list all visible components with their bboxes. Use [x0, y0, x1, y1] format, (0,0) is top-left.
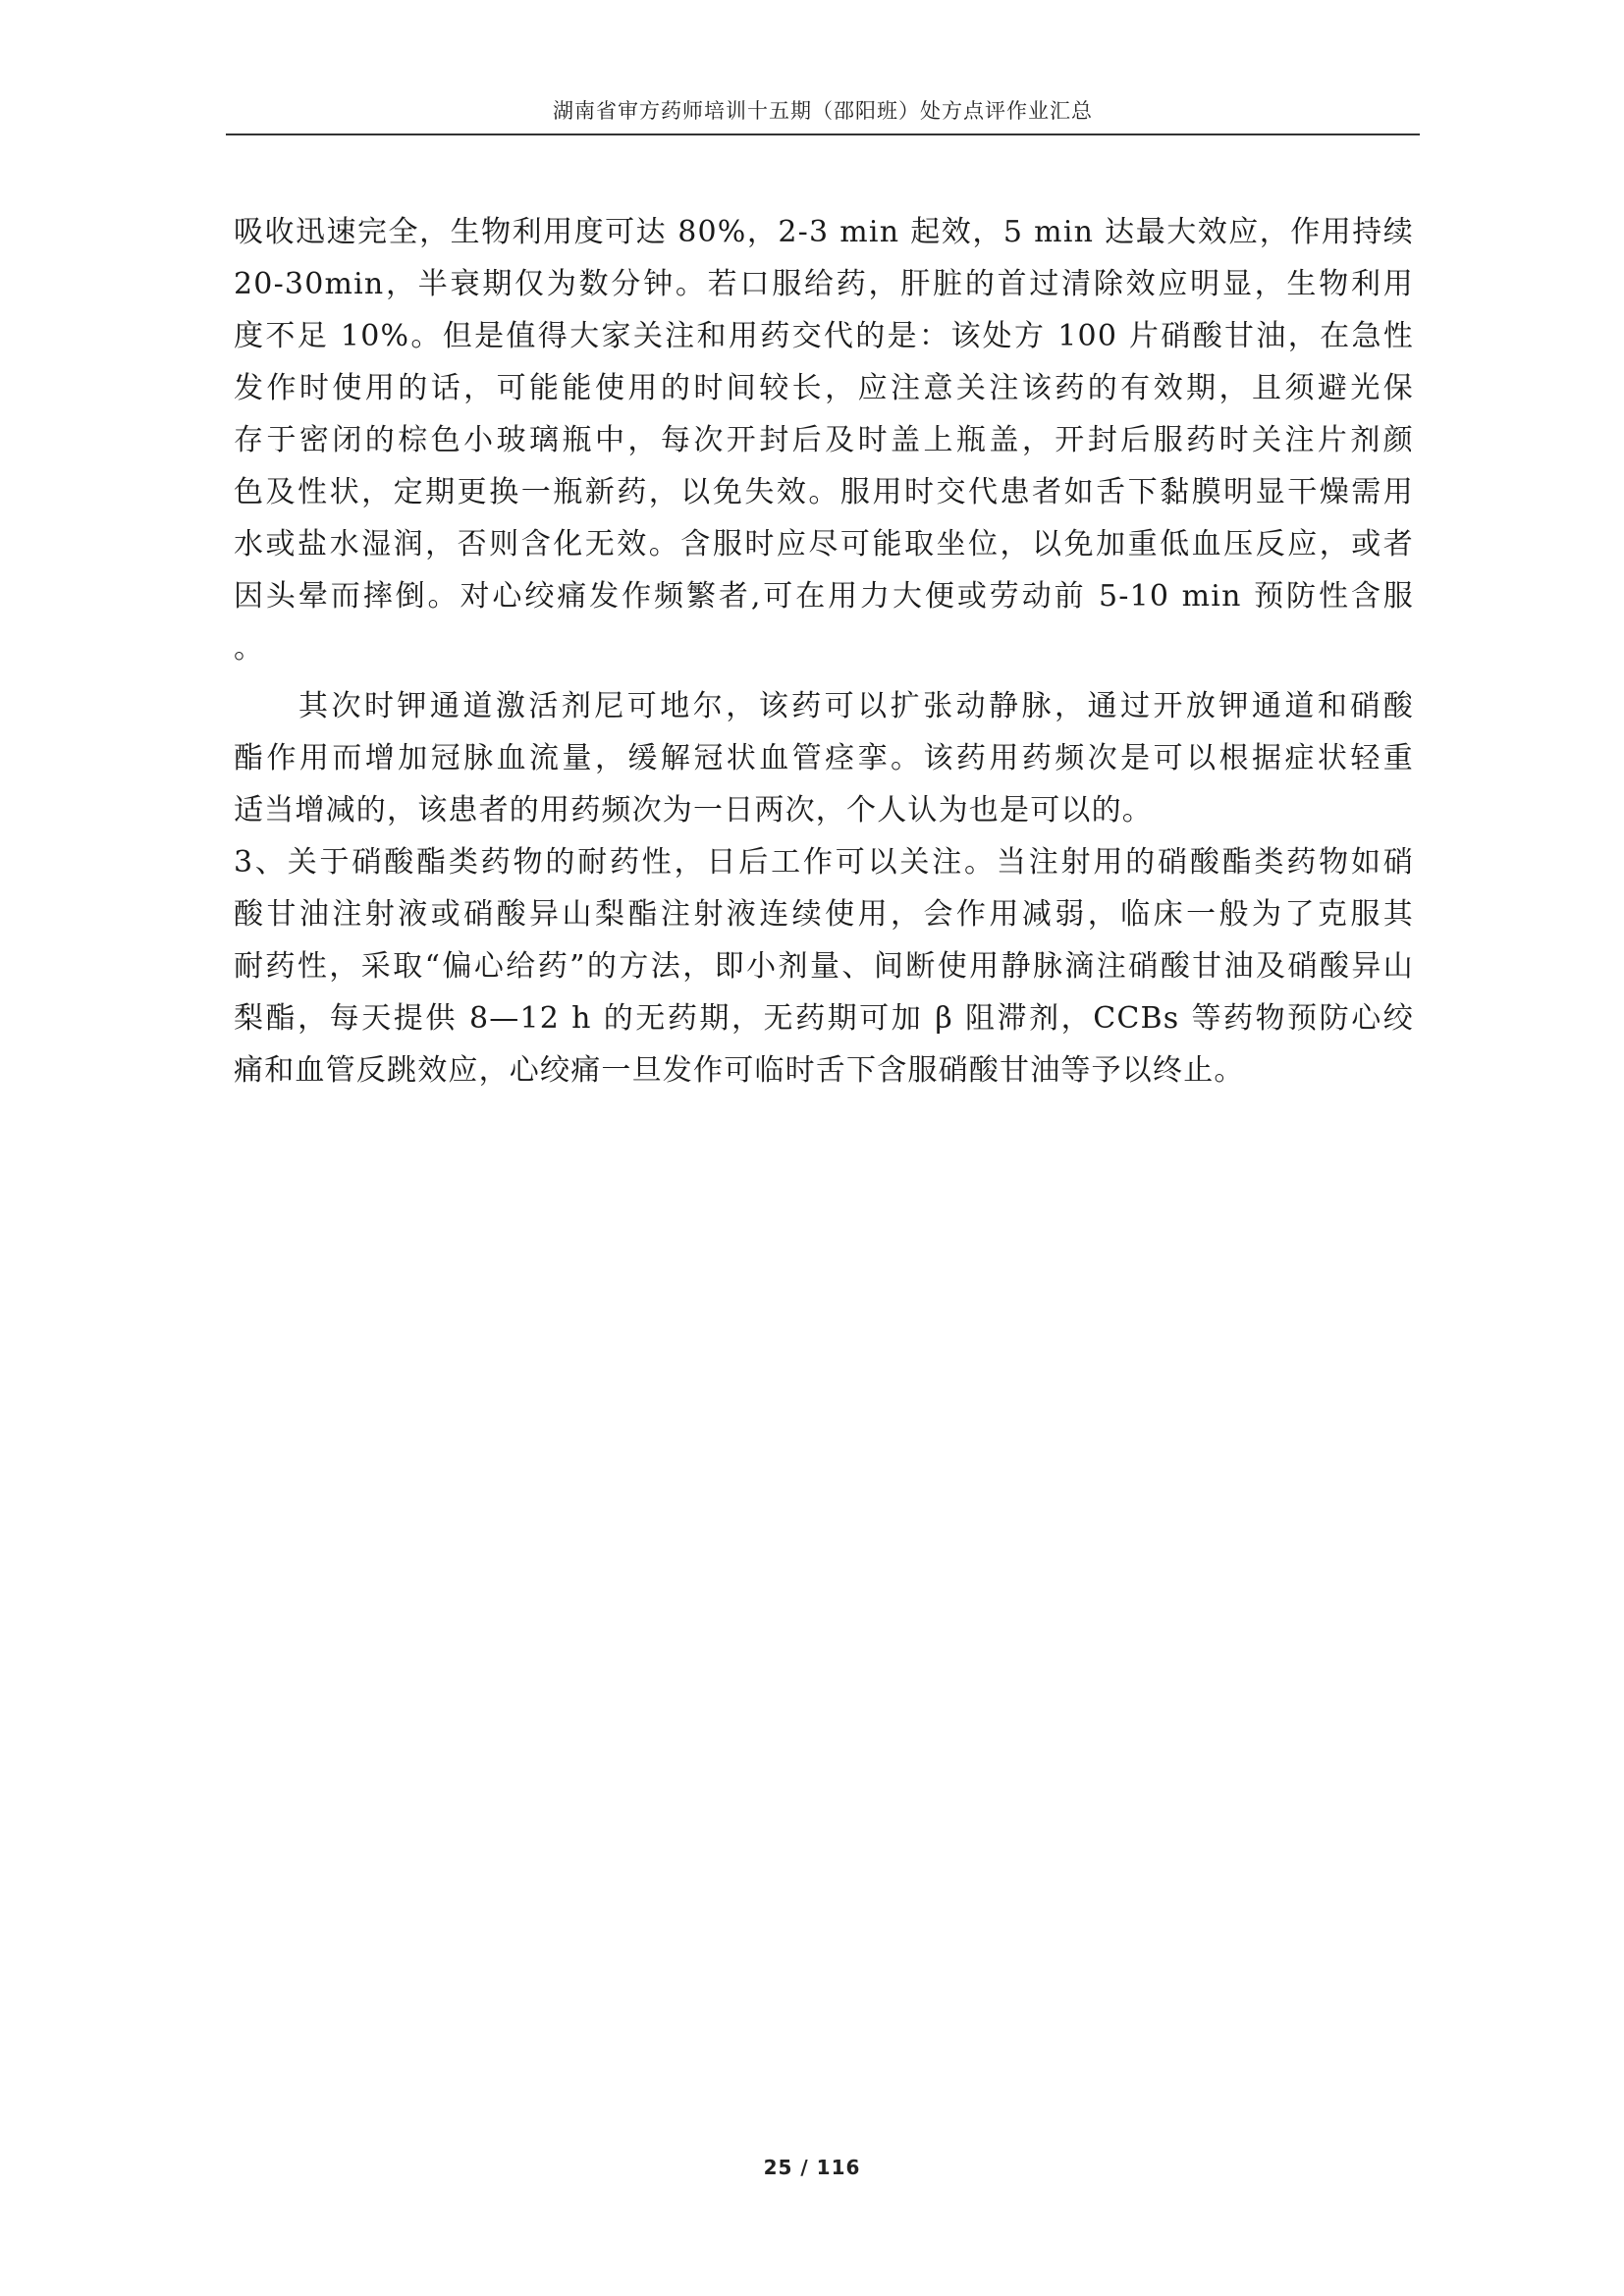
paragraph-1 [234, 206, 1414, 674]
text-line: 酸甘油注射液或硝酸异山梨酯注射液连续使用，会作用减弱，临床一般为了克服其 [234, 897, 1414, 932]
paragraph-2 [234, 680, 1414, 836]
text-line: 适当增减的，该患者的用药频次为一日两次，个人认为也是可以的。 [234, 793, 1153, 828]
text-line: 存于密闭的棕色小玻璃瓶中，每次开封后及时盖上瓶盖，开封后服药时关注片剂颜 [234, 423, 1414, 457]
text-line: 。 [234, 631, 265, 666]
text-line: 色及性状，定期更换一瓶新药，以免失效。服用时交代患者如舌下黏膜明显干燥需用 [234, 475, 1414, 509]
text-line: 痛和血管反跳效应，心绞痛一旦发作可临时舌下含服硝酸甘油等予以终止。 [234, 1053, 1245, 1088]
text-line: 因头晕而摔倒。对心绞痛发作频繁者,可在用力大便或劳动前 5-10 min 预防性含服 [234, 579, 1414, 614]
text-line: 20-30min，半衰期仅为数分钟。若口服给药，肝脏的首过清除效应明显，生物利用 [234, 267, 1414, 301]
page-number: 25 / 116 [763, 2156, 861, 2179]
text-line: 其次时钾通道激活剂尼可地尔，该药可以扩张动静脉，通过开放钾通道和硝酸 [298, 689, 1414, 723]
header-title: 湖南省审方药师培训十五期（邵阳班）处方点评作业汇总 [553, 99, 1093, 123]
text-line: 耐药性，采取“偏心给药”的方法，即小剂量、间断使用静脉滴注硝酸甘油及硝酸异山 [234, 949, 1414, 984]
text-line: 水或盐水湿润，否则含化无效。含服时应尽可能取坐位，以免加重低血压反应，或者 [234, 527, 1414, 561]
text-line: 酯作用而增加冠脉血流量，缓解冠状血管痉挛。该药用药频次是可以根据症状轻重 [234, 741, 1414, 775]
page-header [226, 94, 1420, 135]
paragraph-3 [234, 836, 1414, 1096]
text-line: 梨酯，每天提供 8—12 h 的无药期，无药期可加 β 阻滞剂，CCBs 等药物预防心绞 [234, 1001, 1414, 1036]
document-body [234, 206, 1414, 1096]
text-line: 度不足 10%。但是值得大家关注和用药交代的是：该处方 100 片硝酸甘油，在急性 [234, 319, 1414, 353]
text-line: 发作时使用的话，可能能使用的时间较长，应注意关注该药的有效期，且须避光保 [234, 371, 1414, 405]
text-line: 3、关于硝酸酯类药物的耐药性，日后工作可以关注。当注射用的硝酸酯类药物如硝 [234, 845, 1414, 880]
text-line: 吸收迅速完全，生物利用度可达 80%，2-3 min 起效，5 min 达最大效应，作用持续 [234, 215, 1414, 249]
